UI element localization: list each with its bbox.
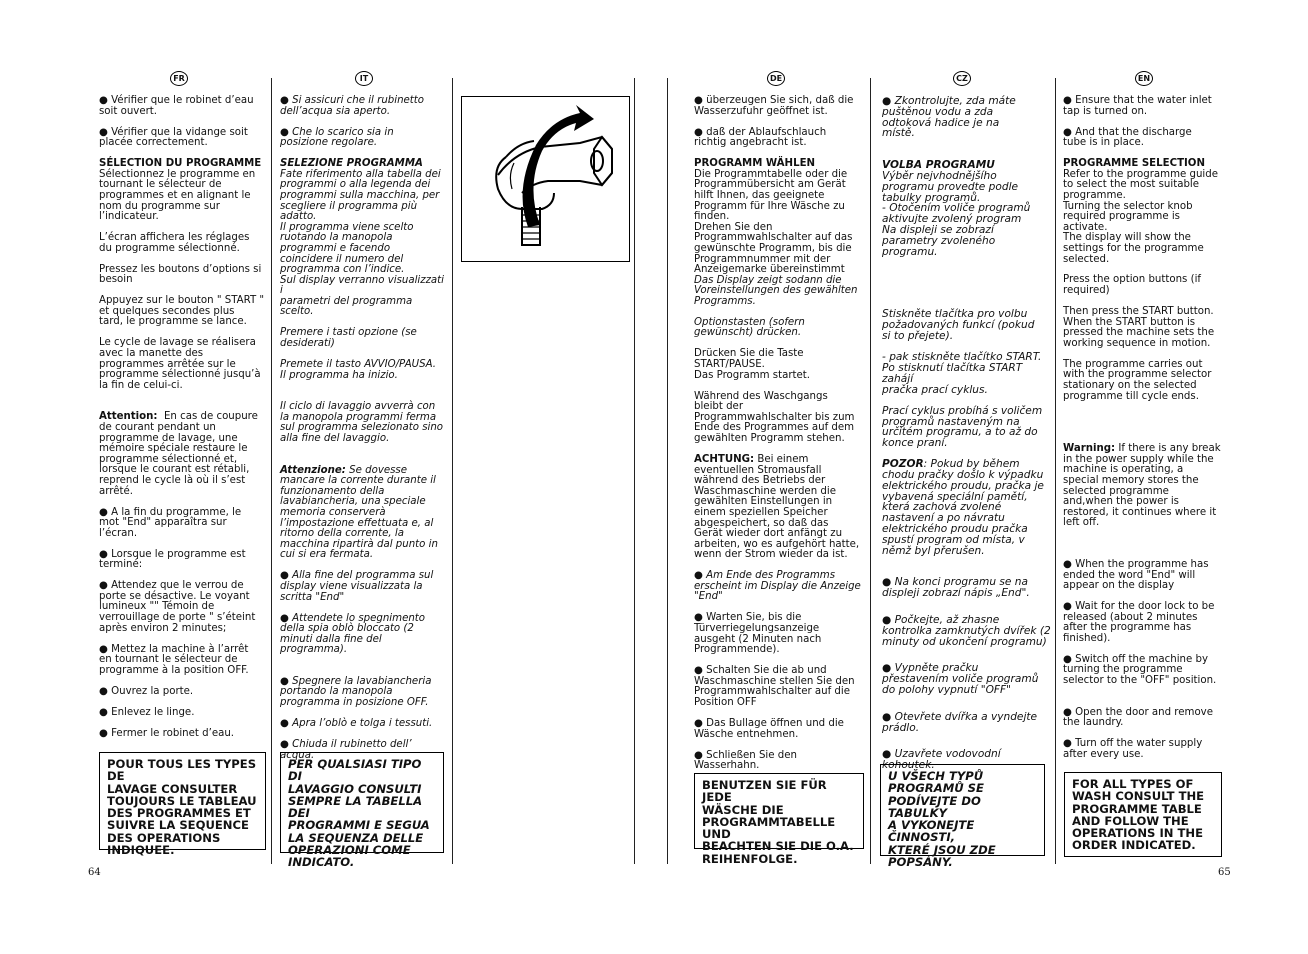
paragraph: L’écran affichera les réglages du programme sélectionné. [99, 232, 250, 254]
paragraph: : Pokud by během chodu pračky došlo k výpadku elektrického proudu, pračka je vybavená speciální pamětí, která zachová zvolené nastavení a po návratu elektrického proudu pračka spustí program od místa, v němž byl přerušen. [882, 458, 1044, 557]
page-gutter-left [634, 78, 635, 864]
paragraph: Sélectionnez le programme en tournant le sélecteur de programmes et en alignant le nom du programme sur l’indicateur. [99, 168, 256, 223]
section [280, 159, 448, 318]
paragraph: ● Otevřete dvířka a vyndejte prádlo. [882, 710, 1038, 734]
paragraph: Pressez les boutons d’options si besoin [99, 263, 262, 286]
paragraph: ● Lorsque le programme est terminé: [99, 548, 246, 571]
summary-box-it: PER QUALSIASI TIPO DI LAVAGGIO CONSULTI SEMPRE LA TABELLA DEI PROGRAMMI E SEGUA LA SEQUENZA DELLE OPERAZIONI COME INDICATO. [280, 752, 444, 853]
paragraph: Die Programmtabelle oder die Programmübersicht am Gerät hilft Ihnen, das geeignete Programm für Ihre Wäsche zu finden. Drehen Sie den Programmwahlschalter auf das gewünschte Programm, bis die Programmnummer mit der Anzeigemarke übereinstimmt [694, 168, 853, 276]
paragraph: ● Warten Sie, bis die Türverriegelungsanzeige ausgeht (2 Minuten nach Programmende). [694, 612, 822, 656]
column-it [280, 96, 448, 772]
flag-en-icon: EN [1135, 71, 1153, 86]
paragraph: ● Spegnere la lavabiancheria portando la manopola programma in posizione OFF. [280, 675, 432, 709]
section-heading: PROGRAMME SELECTION [1063, 158, 1205, 170]
paragraph: ● Open the door and remove the laundry. [1063, 706, 1213, 729]
paragraph: ● Uzavřete vodovodní kohoutek. [882, 748, 1001, 772]
flag-cz-icon: CZ [953, 71, 971, 86]
flag-de-icon: DE [767, 71, 785, 86]
paragraph: Se dovesse mancare la corrente durante il funzionamento della lavabiancheria, una speciale memoria conserverà l’impostazione effettuata e, al ritorno della corrente, la macchina ripartirà dal punto in cui si era fermata. [280, 464, 438, 561]
section [882, 160, 1052, 257]
paragraph: ● Počkejte, až zhasne kontrolka zamknutých dvířek (2 minuty od ukončení programu) [882, 614, 1051, 648]
paragraph: Das Display zeigt sodann die Voreinstellungen des gewählten Programms. [694, 274, 858, 307]
paragraph: Prací cyklus probíhá s voličem programů nastaveným na určitém programu, a to až do konce praní. [882, 404, 1043, 450]
paragraph: ● Turn off the water supply after every use. [1063, 738, 1203, 760]
paragraph: ● Chiuda il rubinetto dell’ acqua. [280, 739, 412, 761]
column-fr [99, 96, 267, 750]
section-heading: SELEZIONE PROGRAMMA [280, 158, 423, 170]
paragraph: ● Ouvrez la porte. [99, 685, 194, 697]
paragraph: Premete il tasto AVVIO/PAUSA. Il programma ha inizio. [280, 359, 436, 381]
paragraph: ● Ensure that the water inlet tap is turned on. [1063, 95, 1212, 117]
paragraph: Drücken Sie die Taste START/PAUSE. Das Programm startet. [694, 348, 811, 381]
warning-label: ACHTUNG: [694, 453, 755, 465]
paragraph: Then press the START button. When the START button is pressed the machine sets the working sequence in motion. [1063, 306, 1215, 349]
warning-paragraph [1063, 444, 1233, 529]
paragraph: If there is any break in the power supply while the machine is operating, a special memory stores the selected programme and,when the power is restored, it continues where it left off. [1063, 443, 1221, 529]
paragraph: ● And that the discharge tube is in place. [1063, 126, 1192, 149]
paragraph: ● Apra l’oblò e tolga i tessuti. [280, 718, 433, 730]
tap-icon [462, 97, 629, 261]
flag-fr-icon: FR [170, 71, 188, 86]
section [99, 159, 267, 223]
paragraph: ● Zkontrolujte, zda máte puštěnou vodu a zda odtoková hadice je na místě. [882, 95, 1016, 140]
paragraph: Výběr nejvhodnějšího programu provedte podle tabulky programů. - Otočením voliče programů aktivujte zvolený program Na displeji se zobrazí parametry zvoleného programu. [882, 169, 1031, 258]
column-divider [870, 78, 871, 864]
paragraph: Optionstasten (sofern gewünscht) drücken. [694, 316, 805, 339]
section [1063, 159, 1233, 265]
section-heading: SÉLECTION DU PROGRAMME [99, 158, 262, 170]
paragraph: ● A la fin du programme, le mot "End" apparaîtra sur l’écran. [99, 506, 242, 539]
paragraph: Il ciclo di lavaggio avverrà con la manopola programmi ferma sul programma selezionato sino alla fine del lavaggio. [280, 401, 444, 444]
section [694, 159, 866, 307]
flag-it-icon: IT [355, 71, 373, 86]
paragraph: Le cycle de lavage se réalisera avec la manette des programmes arrêtée sur le programme sélectionné jusqu’à la fin de celui-ci. [99, 337, 261, 391]
column-en [1063, 96, 1233, 771]
paragraph: Refer to the programme guide to select the most suitable programme. Turning the selector knob required programme is activate. The display will show the settings for the programme selected. [1063, 168, 1218, 265]
paragraph: Press the option buttons (if required) [1063, 274, 1201, 297]
summary-box-cz: U VŠECH TYPŮ PROGRAMŮ SE PODÍVEJTE DO TABULKY A VYKONEJTE ČINNOSTI, KTERÉ JSOU ZDE POPSÁNY. [880, 764, 1045, 856]
paragraph: ● überzeugen Sie sich, daß die Wasserzufuhr geöffnet ist. [694, 95, 854, 117]
paragraph: ● When the programme has ended the word "End" will appear on the display [1063, 558, 1209, 592]
column-de [694, 96, 866, 782]
paragraph: Stiskněte tlačítka pro volbu požadovaných funkcí (pokud si to přejete). [882, 308, 1035, 342]
paragraph: ● Schalten Sie die ab und Waschmaschine stellen Sie den Programmwahlschalter auf die Position OFF [694, 665, 855, 709]
column-cz [882, 96, 1052, 781]
paragraph: ● Na konci programu se na displeji zobrazí nápis „End". [882, 576, 1030, 600]
warning-paragraph [280, 466, 448, 561]
paragraph: En cas de coupure de courant pendant un programme de lavage, une mémoire spéciale restaure le programme sélectionné et, lorsque le courant est rétabli, reprend le cycle là où il s’est arrêté. [99, 411, 258, 497]
paragraph: ● Vypněte pračku přestavením voliče programů do polohy vypnutí "OFF" [882, 662, 1039, 697]
summary-box-de: BENUTZEN SIE FÜR JEDE WÄSCHE DIE PROGRAMMTABELLE UND BEACHTEN SIE DIE O.A. REIHENFOLGE. [694, 773, 864, 849]
paragraph: ● Mettez la machine à l’arrêt en tournant le sélecteur de programme à la position OFF. [99, 643, 249, 676]
paragraph: ● Wait for the door lock to be released (about 2 minutes after the programme has finished). [1063, 601, 1215, 644]
warning-paragraph [99, 412, 267, 497]
column-divider [271, 78, 272, 864]
page-number-right: 65 [1218, 867, 1231, 878]
section-heading: PROGRAMM WÄHLEN [694, 158, 816, 170]
paragraph: The programme carries out with the programme selector stationary on the selected programme till cycle ends. [1063, 358, 1212, 402]
paragraph: ● Das Bullage öffnen und die Wäsche entnehmen. [694, 718, 844, 740]
paragraph: ● Che lo scarico sia in posizione regolare. [280, 126, 394, 149]
column-divider [452, 78, 453, 864]
paragraph: ● daß der Ablaufschlauch richtig angebracht ist. [694, 126, 827, 149]
paragraph: - pak stiskněte tlačítko START. Po stisknutí tlačítka START zahájí pračka prací cyklus. [882, 351, 1042, 396]
section-heading: VOLBA PROGRAMU [882, 159, 995, 172]
warning-label: POZOR [882, 458, 924, 471]
paragraph: Bei einem eventuellen Stromausfall während des Betriebs der Waschmaschine werden die gewählten Einstellungen in einem speziellen Speicher abgespeichert, so daß das Gerät wieder dort anfängt zu arbeiten, wo es aufgehört hatte, wenn der Strom wieder da ist. [694, 453, 860, 561]
paragraph: Premere i tasti opzione (se desiderati) [280, 327, 417, 350]
paragraph: Appuyez sur le bouton " START " et quelques secondes plus tard, le programme se lance. [99, 295, 265, 328]
paragraph: ● Si assicuri che il rubinetto dell’acqua sia aperto. [280, 95, 425, 117]
paragraph: ● Vérifier que la vidange soit placée correctement. [99, 126, 248, 149]
paragraph: ● Fermer le robinet d’eau. [99, 727, 235, 739]
paragraph: ● Attendez que le verrou de porte se désactive. Le voyant lumineux "" Témoin de verrouillage de porte " s’éteint après environ 2 minutes; [99, 580, 256, 634]
page-gutter-right [667, 78, 668, 864]
paragraph: ● Attendete lo spegnimento della spia oblò bloccato (2 minuti dalla fine del programma). [280, 612, 426, 656]
paragraph: ● Am Ende des Programms erscheint im Display die Anzeige "End" [694, 570, 861, 603]
warning-paragraph [694, 455, 866, 561]
warning-paragraph [882, 459, 1052, 556]
warning-label: Warning: [1063, 443, 1116, 455]
warning-label: Attenzione: [280, 464, 346, 476]
paragraph: ● Enlevez le linge. [99, 706, 195, 718]
paragraph: ● Schließen Sie den Wasserhahn. [694, 749, 797, 772]
summary-box-en: FOR ALL TYPES OF WASH CONSULT THE PROGRAMME TABLE AND FOLLOW THE OPERATIONS IN THE ORDER INDICATED. [1064, 772, 1222, 857]
paragraph: Fate riferimento alla tabella dei programmi o alla legenda dei programmi sulla macchina, per scegliere il programma più adatto. Il programma viene scelto ruotando la manopola programmi e facendo coincidere il numero del programma con l’indice. Sul display verranno visualizzati i parametri del programma scelto. [280, 168, 444, 318]
paragraph: ● Switch off the machine by turning the programme selector to the "OFF" position. [1063, 653, 1217, 687]
column-divider [1055, 78, 1056, 864]
page-number-left: 64 [88, 867, 101, 878]
paragraph: Während des Waschgangs bleibt der Programmwahlschalter bis zum Ende des Programmes auf dem gewählten Programm stehen. [694, 390, 855, 444]
summary-box-fr: POUR TOUS LES TYPES DE LAVAGE CONSULTER TOUJOURS LE TABLEAU DES PROGRAMMES ET SUIVRE LA SEQUENCE DES OPERATIONS INDIQUEE. [99, 752, 266, 850]
paragraph: ● Alla fine del programma sul display viene visualizzata la scritta "End" [280, 570, 434, 603]
warning-label: Attention: [99, 411, 158, 423]
water-tap-illustration [461, 96, 630, 262]
paragraph: ● Vérifier que le robinet d’eau soit ouvert. [99, 95, 254, 117]
